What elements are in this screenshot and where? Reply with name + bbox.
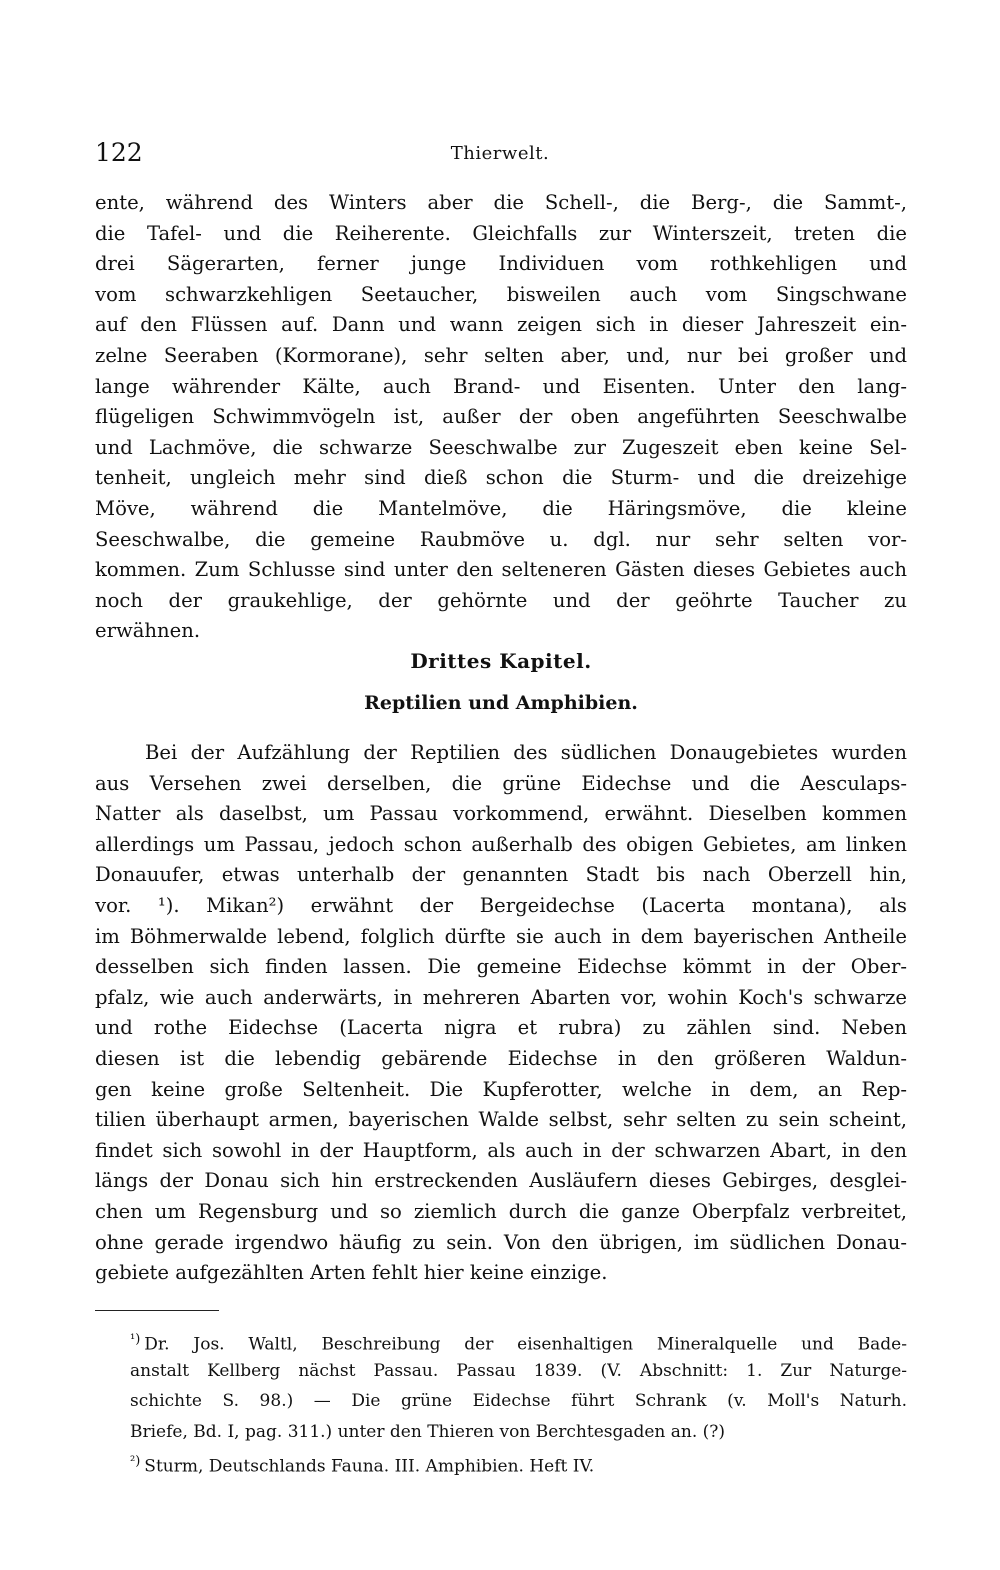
text-line: auf den Flüssen auf. Dann und wann zeigen sich in dieser Jahreszeit ein- xyxy=(95,313,907,337)
text-line: findet sich sowohl in der Hauptform, als auch in der schwarzen Abart, in den xyxy=(95,1138,907,1162)
text-line: ohne gerade irgendwo häufig zu sein. Von den übrigen, im südlichen Donau- xyxy=(95,1230,907,1254)
text-line: Möve, während die Mantelmöve, die Häringsmöve, die kleine xyxy=(95,496,907,520)
text-line: chen um Regensburg und so ziemlich durch die ganze Oberpfalz verbreitet, xyxy=(95,1199,907,1223)
footnote-1 xyxy=(130,1325,907,1447)
text-line: kommen. Zum Schlusse sind unter den selteneren Gästen dieses Gebietes auch xyxy=(95,558,907,582)
footnote-line: Briefe, Bd. I, pag. 311.) unter den Thieren von Berchtesgaden an. (?) xyxy=(130,1421,726,1442)
footnote-line xyxy=(130,1447,907,1478)
text-line: und rothe Eidechse (Lacerta nigra et rubra) zu zählen sind. Neben xyxy=(95,1016,907,1040)
text-line: noch der graukehlige, der gehörnte und der geöhrte Taucher zu xyxy=(95,588,907,612)
footnote-line: schichte S. 98.) — Die grüne Eidechse führt Schrank (v. Moll's Naturh. xyxy=(130,1391,907,1411)
footnote-divider xyxy=(95,1310,219,1311)
section-heading: Reptilien und Amphibien. xyxy=(364,692,638,714)
text-line: die Tafel- und die Reiherente. Gleichfalls zur Winterszeit, treten die xyxy=(95,221,907,245)
footnote-marker: ²) xyxy=(130,1454,141,1469)
paragraph-reptiles xyxy=(95,738,907,1289)
text-line: ente, während des Winters aber die Schell-, die Berg-, die Sammt-, xyxy=(95,191,907,214)
text-line: tenheit, ungleich mehr sind dieß schon die Sturm- und die dreizehige xyxy=(95,466,907,490)
chapter-heading: Drittes Kapitel. xyxy=(410,649,592,673)
text-line: diesen ist die lebendig gebärende Eidechse in den größeren Waldun- xyxy=(95,1046,907,1070)
text-line: gen keine große Seltenheit. Die Kupferotter, welche in dem, an Rep- xyxy=(95,1077,907,1101)
text-line: allerdings um Passau, jedoch schon außerhalb des obigen Gebietes, am linken xyxy=(95,832,907,856)
text-line: vor. ¹). Mikan²) erwähnt der Bergeidechse (Lacerta montana), als xyxy=(95,893,907,917)
text-line: vom schwarzkehligen Seetaucher, bisweilen auch vom Singschwane xyxy=(95,282,907,306)
text-line: Natter als daselbst, um Passau vorkommend, erwähnt. Dieselben kommen xyxy=(95,802,907,826)
text-line: zelne Seeraben (Kormorane), sehr selten aber, und, nur bei großer und xyxy=(95,343,907,367)
footnote-text: Sturm, Deutschlands Fauna. III. Amphibien. Heft IV. xyxy=(144,1456,595,1477)
text-line: längs der Donau sich hin erstreckenden Ausläufern dieses Gebirges, desglei- xyxy=(95,1169,907,1193)
text-line: aus Versehen zwei derselben, die grüne Eidechse und die Aesculaps- xyxy=(95,771,907,795)
footnote-2 xyxy=(130,1447,907,1478)
text-line: tilien überhaupt armen, bayerischen Walde selbst, sehr selten zu sein scheint, xyxy=(95,1108,907,1132)
text-line: pfalz, wie auch anderwärts, in mehreren Abarten vor, wohin Koch's schwarze xyxy=(95,985,907,1009)
text-line: gebiete aufgezählten Arten fehlt hier keine einzige. xyxy=(95,1261,608,1285)
text-line: desselben sich finden lassen. Die gemeine Eidechse kömmt in der Ober- xyxy=(95,955,907,979)
footnotes xyxy=(130,1325,907,1478)
footnote-line xyxy=(130,1325,907,1356)
footnote-marker: ¹) xyxy=(130,1332,141,1347)
text-line: drei Sägerarten, ferner junge Individuen vom rothkehligen und xyxy=(95,252,907,276)
text-line: Seeschwalbe, die gemeine Raubmöve u. dgl. nur sehr selten vor- xyxy=(95,527,907,551)
page-number: 122 xyxy=(95,138,143,167)
footnote-line: anstalt Kellberg nächst Passau. Passau 1839. (V. Abschnitt: 1. Zur Naturge- xyxy=(130,1360,907,1381)
text-line: Bei der Aufzählung der Reptilien des südlichen Donaugebietes wurden xyxy=(145,741,907,764)
page-header xyxy=(95,138,905,172)
paragraph-birds xyxy=(95,188,907,647)
text-line: im Böhmerwalde lebend, folglich dürfte sie auch in dem bayerischen Antheile xyxy=(95,924,907,948)
footnote-text: Dr. Jos. Waltl, Beschreibung der eisenhaltigen Mineralquelle und Bade- xyxy=(144,1334,907,1355)
text-line: Donauufer, etwas unterhalb der genannten Stadt bis nach Oberzell hin, xyxy=(95,863,907,887)
text-line: und Lachmöve, die schwarze Seeschwalbe zur Zugeszeit eben keine Sel- xyxy=(95,435,907,459)
running-title: Thierwelt. xyxy=(450,143,550,164)
text-line: lange währender Kälte, auch Brand- und Eisenten. Unter den lang- xyxy=(95,374,907,398)
text-line: erwähnen. xyxy=(95,619,201,643)
text-line: flügeligen Schwimmvögeln ist, außer der oben angeführten Seeschwalbe xyxy=(95,405,907,429)
